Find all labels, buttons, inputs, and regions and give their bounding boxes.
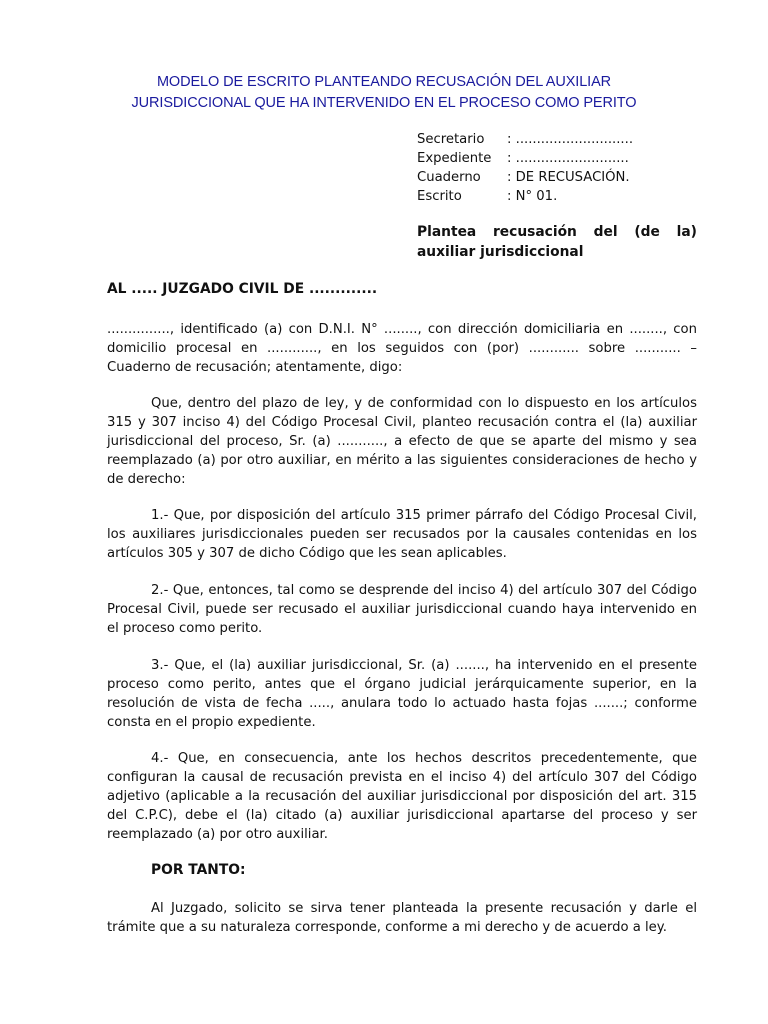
subject-line-2: auxiliar jurisdiccional bbox=[417, 243, 584, 260]
meta-row-expediente bbox=[417, 149, 633, 168]
closing-paragraph: Al Juzgado, solicito se sirva tener planteada la presente recusación y darle el trámite que a su naturaleza corresponde, conforme a mi derecho y de acuerdo a ley. bbox=[107, 901, 697, 935]
meta-value: : ............................ bbox=[507, 132, 634, 147]
meta-label: Secretario bbox=[417, 132, 485, 147]
por-tanto-heading: POR TANTO: bbox=[151, 862, 246, 878]
title-line-2: JURISDICCIONAL QUE HA INTERVENIDO EN EL PROCESO COMO PERITO bbox=[131, 95, 637, 111]
case-metadata bbox=[417, 130, 633, 206]
meta-row-secretario bbox=[417, 130, 633, 149]
title-line-1: MODELO DE ESCRITO PLANTEANDO RECUSACIÓN DEL AUXILIAR bbox=[156, 74, 612, 90]
meta-value: : DE RECUSACIÓN. bbox=[507, 170, 630, 185]
ground-2-paragraph: 2.- Que, entonces, tal como se desprende del inciso 4) del artículo 307 del Código Procesal Civil, puede ser recusado el auxiliar jurisdiccional cuando haya intervenido en el proceso como perito. bbox=[107, 583, 697, 636]
subject-word: Plantea bbox=[417, 224, 477, 240]
intro-paragraph: ..............., identificado (a) con D.N.I. N° ........, con dirección domiciliaria en ........, con domicilio procesal en ............, en los seguidos con (por) ............ sobre ........... – Cuaderno de recusación; atentamente, digo: bbox=[107, 322, 697, 375]
subject-word: la) bbox=[676, 224, 697, 240]
subject-word: del bbox=[593, 224, 618, 240]
subject-word: recusación bbox=[492, 224, 577, 240]
meta-value: : N° 01. bbox=[507, 189, 558, 204]
subject-line-1 bbox=[417, 223, 697, 243]
meta-row-escrito bbox=[417, 187, 633, 206]
meta-row-cuaderno bbox=[417, 168, 633, 187]
subject-word: (de bbox=[634, 224, 660, 240]
ground-3-paragraph: 3.- Que, el (la) auxiliar jurisdiccional, Sr. (a) ......., ha intervenido en el presente proceso como perito, antes que el órgano judicial jerárquicamente superior, en la resolución de vista de fecha ....., anulara todo lo actuado hasta fojas .......; conforme consta en el propio expediente. bbox=[107, 658, 697, 730]
document-title bbox=[60, 72, 708, 114]
court-addressee: AL ..... JUZGADO CIVIL DE ............. bbox=[107, 281, 378, 297]
petition-paragraph: Que, dentro del plazo de ley, y de conformidad con lo dispuesto en los artículos 315 y 307 inciso 4) del Código Procesal Civil, planteo recusación contra el (la) auxiliar jurisdiccional del proceso, Sr. (a) ..........., a efecto de que se aparte del mismo y sea reemplazado (a) por otro auxiliar, en mérito a las siguientes consideraciones de hecho y de derecho: bbox=[107, 396, 697, 487]
petition-subject bbox=[417, 223, 697, 262]
ground-4-paragraph: 4.- Que, en consecuencia, ante los hechos descritos precedentemente, que configuran la causal de recusación prevista en el inciso 4) del artículo 307 del Código adjetivo (aplicable a la recusación del auxiliar jurisdiccional por disposición del art. 315 del C.P.C), debe el (la) citado (a) auxiliar jurisdiccional apartarse del proceso y ser reemplazado (a) por otro auxiliar. bbox=[107, 751, 697, 842]
meta-label: Escrito bbox=[417, 189, 462, 204]
meta-value: : ........................... bbox=[507, 151, 629, 166]
meta-label: Cuaderno bbox=[417, 170, 481, 185]
meta-label: Expediente bbox=[417, 151, 492, 166]
ground-1-paragraph: 1.- Que, por disposición del artículo 315 primer párrafo del Código Procesal Civil, los auxiliares jurisdiccionales pueden ser recusados por la causales contenidas en los artículos 305 y 307 de dicho Código que les sean aplicables. bbox=[107, 508, 697, 561]
